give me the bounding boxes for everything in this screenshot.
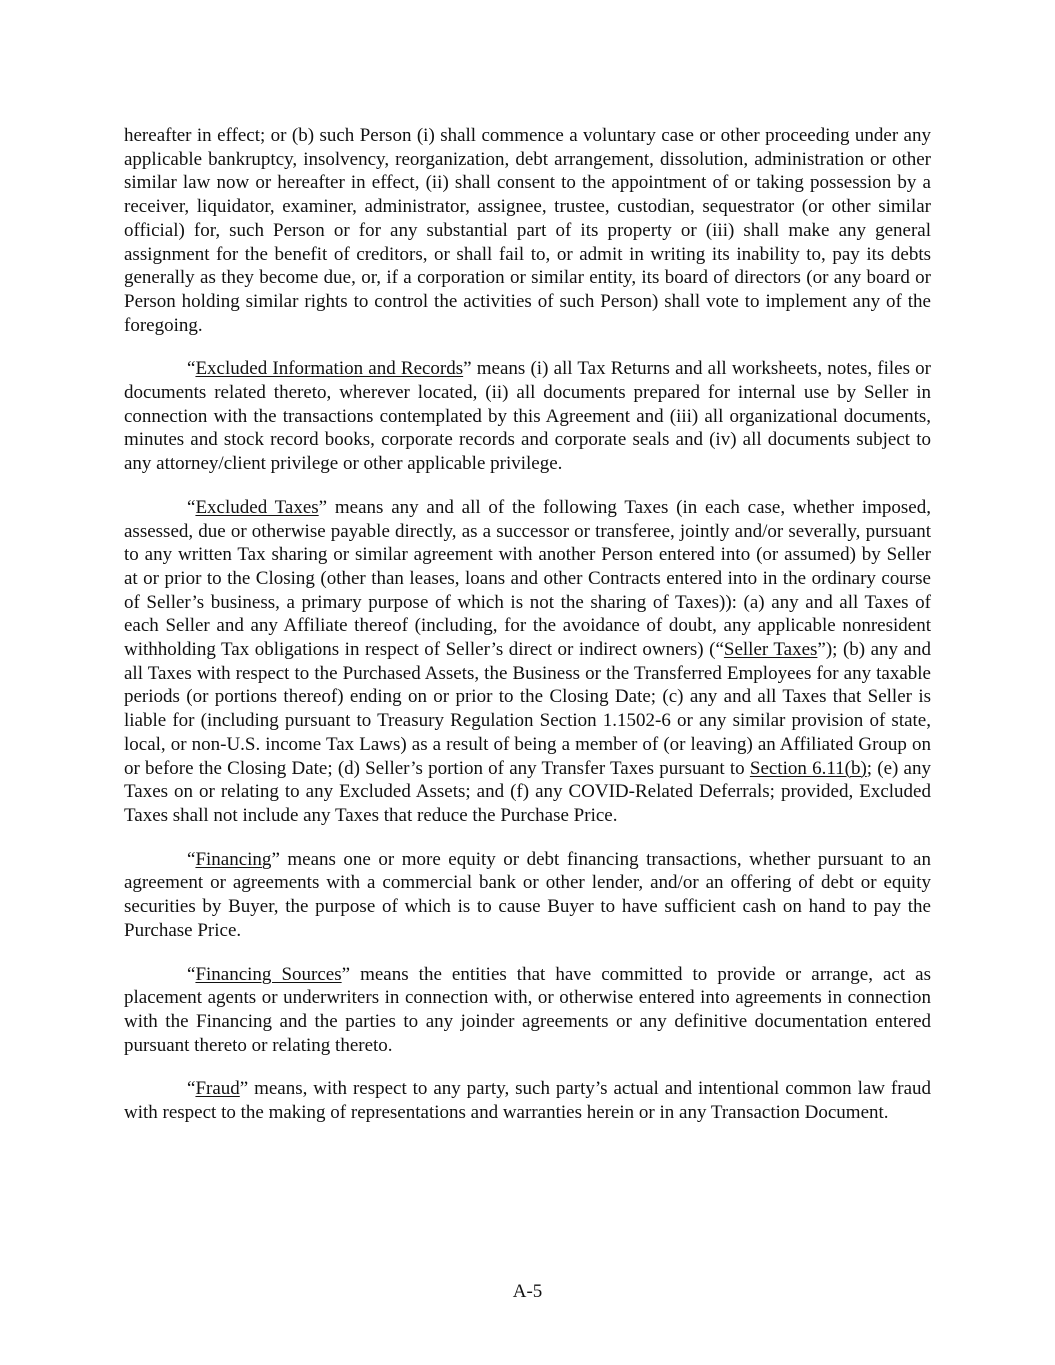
defined-term: Excluded Taxes <box>195 496 319 518</box>
definition-financing <box>124 848 931 943</box>
defined-term: Financing <box>195 848 272 870</box>
definition-text-part-1: ” means any and all of the following Taxes (in each case, whether imposed, assessed, due or otherwise payable directly, as a successor or transferee, jointly and/or severally, pursuant to any written Tax sharing or similar agreement with another Person entered into (or assumed) by Seller at or prior to the Closing (other than leases, loans and other Contracts entered into in the ordinary course of Seller’s business, a primary purpose of which is not the sharing of Taxes)): (a) any and all Taxes of each Seller and any Affiliate thereof (including, for the avoidance of doubt, any applicable nonresident withholding Tax obligations in respect of Seller’s direct or indirect owners) (“ <box>124 496 931 661</box>
section-reference: Section 6.11(b) <box>749 757 867 779</box>
open-quote: “ <box>187 358 196 380</box>
open-quote: “ <box>187 496 196 518</box>
paragraph-insolvency-continuation <box>124 124 931 337</box>
definition-fraud <box>124 1077 931 1124</box>
definition-excluded-taxes <box>124 496 931 828</box>
definition-text-part-2: ”); (b) any and all Taxes with respect to the Purchased Assets, the Business or the Transferred Employees for any taxable periods (or portions thereof) ending on or prior to the Closing Date; (c) any and all Taxes that Seller is liable for (including pursuant to Treasury Regulation Section 1.1502-6 or any similar provision of state, local, or non-U.S. income Tax Laws) as a result of being a member of (or leaving) an Affiliated Group on or before the Closing Date; (d) Seller’s portion of any Transfer Taxes pursuant to <box>124 639 932 779</box>
defined-term: Excluded Information and Records <box>195 358 464 380</box>
definition-text: ” means one or more equity or debt financing transactions, whether pursuant to an agreement or agreements with a commercial bank or other lender, and/or an offering of debt or equity securities by Buyer, the purpose of which is to cause Buyer to have sufficient cash on hand to pay the Purchase Price. <box>124 848 931 941</box>
document-page <box>124 124 931 1145</box>
open-quote: “ <box>187 848 196 870</box>
definition-text: ” means the entities that have committed to provide or arrange, act as placement agents or underwriters in connection with, or otherwise entered into agreements in connection with the Financing and the parties to any joinder agreements or any definitive documentation entered pursuant thereto or relating thereto. <box>124 963 931 1056</box>
page-number: A-5 <box>512 1281 543 1302</box>
defined-term: Fraud <box>195 1078 240 1100</box>
open-quote: “ <box>187 963 196 985</box>
definition-text: ” means (i) all Tax Returns and all worksheets, notes, files or documents related thereto, wherever located, (ii) all documents prepared for internal use by Seller in connection with the transactions contemplated by this Agreement and (iii) all organizational documents, minutes and stock record books, corporate records and corporate seals and (iv) all documents subject to any attorney/client privilege or other applicable privilege. <box>124 358 931 475</box>
defined-term-seller-taxes: Seller Taxes <box>723 639 818 661</box>
definition-financing-sources <box>124 963 931 1058</box>
definition-text-part-3: ; (e) any Taxes on or relating to any Excluded Assets; and (f) any COVID-Related Deferrals; provided, Excluded Taxes shall not include any Taxes that reduce the Purchase Price. <box>124 757 931 826</box>
paragraph-text: hereafter in effect; or (b) such Person (i) shall commence a voluntary case or other proceeding under any applicable bankruptcy, insolvency, reorganization, debt arrangement, dissolution, administration or other similar law now or hereafter in effect, (ii) shall consent to the appointment of or taking possession by a receiver, liquidator, examiner, administrator, assignee, trustee, custodian, sequestrator (or other similar official) for, such Person or for any substantial part of its property or (iii) shall make any general assignment for the benefit of creditors, or shall fail to, or admit in writing its inability to, pay its debts generally as they become due, or, if a corporation or similar entity, its board of directors (or any board or Person holding similar rights to control the activities of such Person) shall vote to implement any of the foregoing. <box>124 125 931 336</box>
defined-term: Financing Sources <box>195 963 342 985</box>
definition-excluded-information-and-records <box>124 357 931 476</box>
open-quote: “ <box>187 1078 196 1100</box>
definition-text: ” means, with respect to any party, such party’s actual and intentional common law fraud with respect to the making of representations and warranties herein or in any Transaction Document. <box>124 1078 931 1124</box>
